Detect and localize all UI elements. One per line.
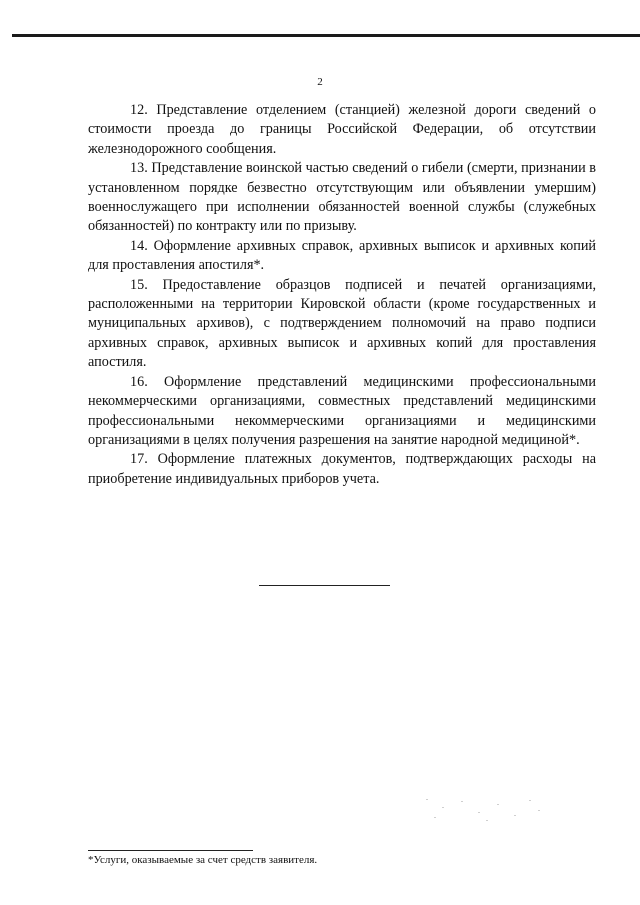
- paragraph-item-14: 14. Оформление архивных справок, архивных выписок и архивных копий для проставления апостиля*.: [88, 237, 596, 274]
- paragraph-item-17: 17. Оформление платежных документов, подтверждающих расходы на приобретение индивидуальных приборов учета.: [88, 451, 596, 487]
- paragraph-item-13: 13. Представление воинской частью сведений о гибели (смерти, признании в установленном порядке безвестно отсутствующим или объявлении умершим) военнослужащего при исполнении обязанностей военной службы (служебных обязанностей) по контракту или по призыву.: [88, 160, 596, 235]
- header-rule: [12, 34, 640, 37]
- paragraph-item-15: 15. Предоставление образцов подписей и печатей организациями, расположенными на территории Кировской области (кроме государственных и муниципальных архивов), с подтверждением полномочий на право подписи архивных справок, архивных выписок и архивных копий для проставления апостиля.: [88, 276, 596, 371]
- paragraph-item-12: 12. Представление отделением (станцией) железной дороги сведений о стоимости проезда до границы Российской Федерации, об отсутствии железнодорожного сообщения.: [88, 102, 596, 157]
- page-number: 2: [317, 76, 323, 88]
- paragraph-item-16: 16. Оформление представлений медицинскими профессиональными некоммерческими организациями, совместных представлений медицинскими профессиональными некоммерческими организациями и медицинскими организациями в целях получения разрешения на занятие народной медициной*.: [88, 373, 596, 448]
- footnote: *Услуги, оказываемые за счет средств заявителя.: [88, 854, 318, 866]
- document-body: [88, 101, 596, 489]
- section-end-rule: [259, 585, 390, 586]
- scan-artifact: [420, 795, 550, 825]
- footnote-separator: [88, 850, 253, 851]
